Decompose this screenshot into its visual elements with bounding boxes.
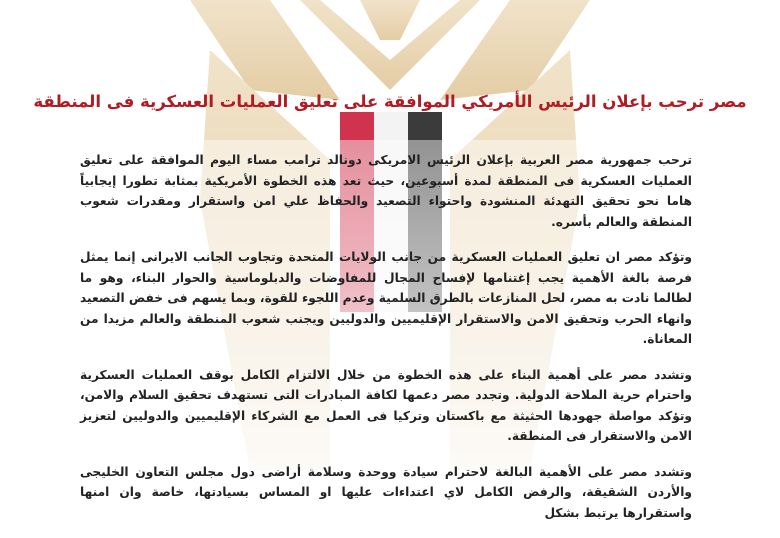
- document-title: مصر ترحب بإعلان الرئيس الأمريكي الموافقة على تعليق العمليات العسكرية فى المنطقة: [33, 92, 747, 111]
- paragraph-2: وتؤكد مصر ان تعليق العمليات العسكرية من جانب الولايات المتحدة وتجاوب الجانب الايرانى إنما يمثل فرصة بالغة الأهمية يجب إغتنامها لإفساح المجال للمفاوضات والدبلوماسية والحوار البناء، وهو ما لطالما نادت به مصر، لحل المنازعات بالطرق السلمية وعدم اللجوء للقوة، وبما يسهم فى خفض التصعيد وانهاء الحرب وتحقيق الامن والاستقرار الإقليميين والدوليين ويجنب شعوب المنطقة والعالم مزيدا من المعاناة.: [80, 250, 692, 346]
- paragraph-3: وتشدد مصر على أهمية البناء على هذه الخطوة من خلال الالتزام الكامل بوقف العمليات العسكرية واحترام حرية الملاحة الدولية. وتجدد مصر دعمها لكافة المبادرات التى تستهدف تحقيق السلام والامن، وتؤكد مواصلة جهودها الحثيثة مع باكستان وتركيا فى العمل مع الشركاء الإقليميين والدوليين لتعزيز الامن والاستقرار فى المنطقة.: [80, 367, 692, 443]
- paragraph-1: ترحب جمهورية مصر العربية بإعلان الرئيس الامريكى دونالد ترامب مساء اليوم الموافقة على تعليق العمليات العسكرية فى المنطقة لمدة أسبوعين، حيث تعد هذه الخطوة الأمريكية بمثابة تطورا إيجابياً هاما نحو تحقيق التهدئة المنشودة واحتواء التصعيد والحفاظ علي امن واستقرار ومقدرات شعوب المنطقة والعالم بأسره.: [80, 153, 692, 229]
- paragraph-4: وتشدد مصر على الأهمية البالغة لاحترام سيادة ووحدة وسلامة أراضى دول مجلس التعاون الخليجى والأردن الشقيقة، والرفض الكامل لاي اعتداءات عليها او المساس بسيادتها، خاصة وان امنها واستقرارها يرتبط بشكل: [80, 464, 692, 520]
- document-body: [80, 150, 692, 538]
